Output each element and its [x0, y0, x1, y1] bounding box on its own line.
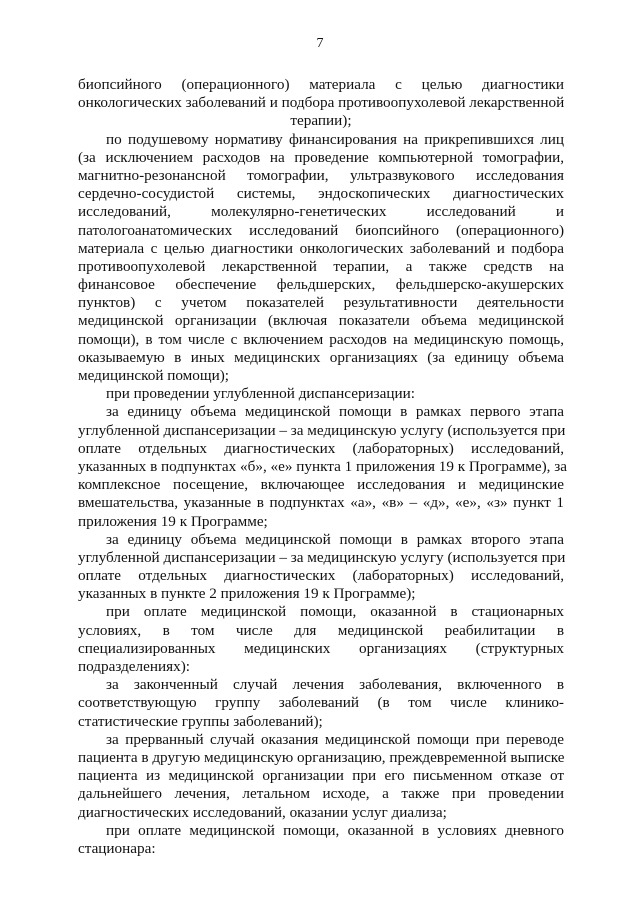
- paragraph-line: оплате отдельных диагностических (лабораторных) исследований,: [78, 567, 564, 585]
- paragraph-line: медицинской организации (включая показатели объема медицинской: [78, 312, 564, 330]
- paragraph-line: онкологических заболеваний и подбора противоопухолевой лекарственной: [78, 94, 565, 112]
- paragraph-line: за прерванный случай оказания медицинской помощи при переводе: [106, 730, 564, 748]
- paragraph: [78, 76, 564, 131]
- paragraph-line: за единицу объема медицинской помощи в рамках первого этапа: [106, 403, 564, 421]
- paragraph-line: патологоанатомических исследований биопсийного (операционного): [78, 221, 564, 239]
- paragraph: [78, 403, 567, 530]
- paragraph-line: оплате отдельных диагностических (лабораторных) исследований,: [78, 439, 564, 457]
- paragraph-line: финансовое обеспечение фельдшерских, фельдшерско-акушерских: [78, 276, 564, 294]
- paragraph: [78, 731, 564, 822]
- paragraph-line: при проведении углубленной диспансеризации:: [106, 385, 416, 403]
- paragraph-line: противоопухолевой лекарственной терапии, а также средств на: [78, 257, 564, 275]
- paragraph-line: углубленной диспансеризации – за медицинскую услугу (используется при: [78, 421, 566, 439]
- document-body: [78, 76, 567, 858]
- paragraph-line: за единицу объема медицинской помощи в рамках второго этапа: [106, 530, 564, 548]
- paragraph-line: дальнейшего лечения, летальном исходе, а также при проведении: [78, 785, 564, 803]
- paragraph: [78, 603, 564, 676]
- paragraph-line: магнитно-резонансной томографии, ультразвукового исследования: [78, 166, 564, 184]
- paragraph-line: стационара:: [78, 839, 156, 857]
- paragraph: [78, 385, 564, 403]
- paragraph-line: указанных в подпунктах «б», «е» пункта 1 приложения 19 к Программе), за: [78, 457, 567, 475]
- paragraph: [78, 131, 564, 386]
- paragraph-line: по подушевому нормативу финансирования на прикрепившихся лиц: [106, 130, 564, 148]
- paragraph-line: исследований, молекулярно-генетических исследований и: [78, 203, 564, 221]
- paragraph-line: пациента из медицинской организации при его письменном отказе от: [78, 767, 564, 785]
- paragraph-line: специализированных медицинских организациях (структурных: [78, 639, 564, 657]
- paragraph-line: подразделениях):: [78, 658, 190, 675]
- paragraph-line: помощи), в том числе с включением расходов на медицинскую помощь,: [78, 330, 564, 348]
- paragraph: [78, 531, 564, 604]
- paragraph-line: медицинской помощи);: [78, 367, 229, 384]
- paragraph-line: условиях, в том числе для медицинской реабилитации в: [78, 621, 564, 639]
- paragraph-line: пациента в другую медицинскую организацию, преждевременной выписке: [78, 748, 565, 766]
- paragraph-line: диагностических исследований, оказании услуг диализа;: [78, 803, 447, 821]
- paragraph: [78, 676, 564, 731]
- paragraph-line: соответствующую группу заболеваний (в том числе клинико-: [78, 694, 564, 712]
- paragraph-line: материала с целью диагностики онкологических заболеваний и подбора: [78, 239, 564, 257]
- paragraph-line: пунктов) с учетом показателей результативности деятельности: [78, 294, 564, 312]
- paragraph-line: углубленной диспансеризации – за медицинскую услугу (используется при: [78, 548, 566, 566]
- paragraph-line: статистические группы заболеваний);: [78, 712, 323, 730]
- paragraph-line: оказываемую в иных медицинских организациях (за единицу объема: [78, 348, 564, 366]
- paragraph-line: при оплате медицинской помощи, оказанной в условиях дневного: [106, 821, 564, 839]
- paragraph-line: комплексное посещение, включающее исследования и медицинские: [78, 476, 564, 494]
- paragraph-line: сердечно-сосудистой системы, эндоскопических диагностических: [78, 185, 564, 203]
- paragraph: [78, 822, 564, 858]
- paragraph-line: терапии);: [290, 112, 352, 130]
- paragraph-line: при оплате медицинской помощи, оказанной в стационарных: [106, 603, 564, 621]
- paragraph-line: (за исключением расходов на проведение компьютерной томографии,: [78, 148, 564, 166]
- paragraph-line: вмешательства, указанные в подпунктах «а», «в» – «д», «е», «з» пункт 1: [78, 494, 564, 512]
- paragraph-line: приложения 19 к Программе;: [78, 512, 268, 530]
- paragraph-line: биопсийного (операционного) материала с целью диагностики: [78, 76, 564, 93]
- paragraph-line: за законченный случай лечения заболевания, включенного в: [106, 676, 564, 694]
- paragraph-line: указанных в пункте 2 приложения 19 к Программе);: [78, 585, 416, 603]
- page-number: 7: [316, 36, 324, 51]
